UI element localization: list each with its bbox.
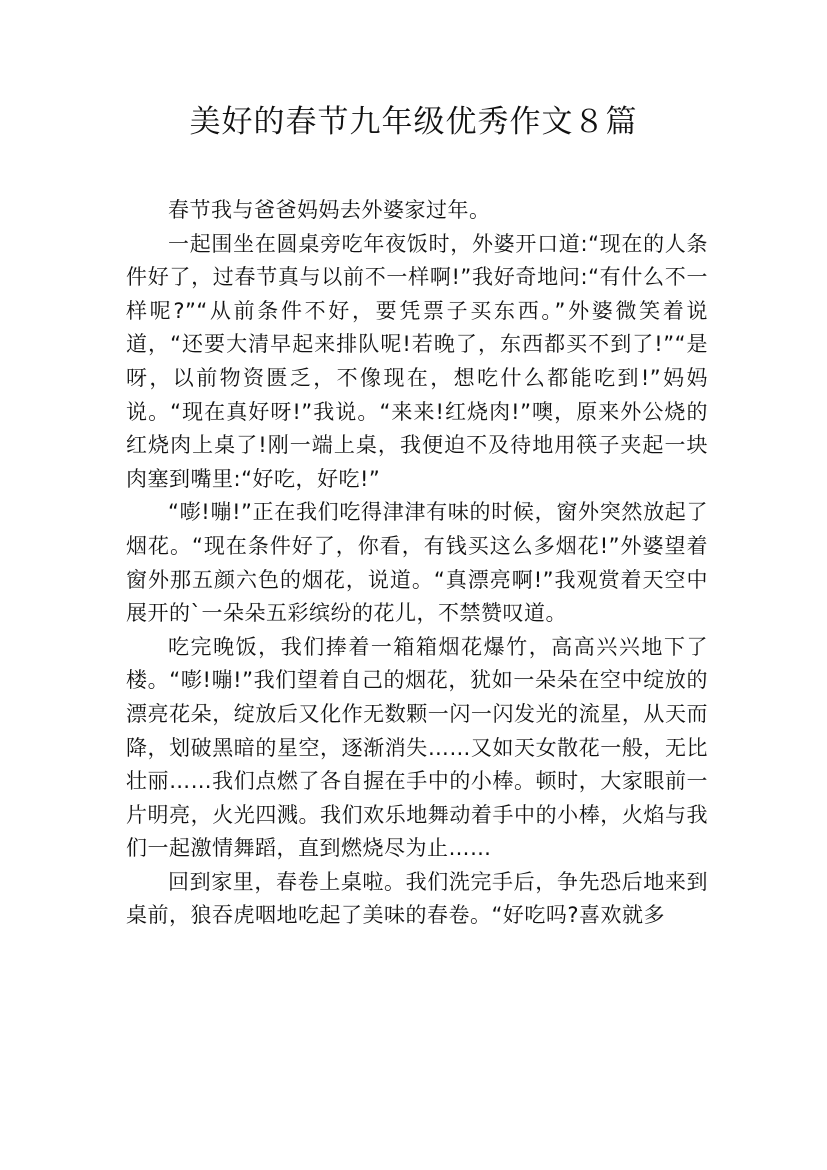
paragraph-1: 春节我与爸爸妈妈去外婆家过年。 <box>168 198 491 222</box>
paragraph-3: “嘭!嘣!”正在我们吃得津津有味的时候，窗外突然放起了烟花。“现在条件好了，你看，有钱买这么多烟花!”外婆望着窗外那五颜六色的烟花，说道。“真漂亮啊!”我观赏着天空中展开的`一朵朵五彩缤纷的花儿，不禁赞叹道。 <box>126 500 708 626</box>
document-title: 美好的春节九年级优秀作文８篇 <box>189 104 638 140</box>
document-body <box>126 194 708 933</box>
paragraph-2: 一起围坐在圆桌旁吃年夜饭时，外婆开口道:“现在的人条件好了，过春节真与以前不一样啊!”我好奇地问:“有什么不一样呢?”“从前条件不好，要凭票子买东西。”外婆微笑着说道，“还要大清早起来排队呢!若晚了，东西都买不到了!”“是呀，以前物资匮乏，不像现在，想吃什么都能吃到!”妈妈说。“现在真好呀!”我说。“来来!红烧肉!”噢，原来外公烧的红烧肉上桌了!刚一端上桌，我便迫不及待地用筷子夹起一块肉塞到嘴里:“好吃，好吃!” <box>126 231 708 491</box>
paragraph-5: 回到家里，春卷上桌啦。我们洗完手后，争先恐后地来到桌前，狼吞虎咽地吃起了美味的春卷。“好吃吗?喜欢就多 <box>126 869 708 928</box>
paragraph-4: 吃完晚饭，我们捧着一箱箱烟花爆竹，高高兴兴地下了楼。“嘭!嘣!”我们望着自己的烟花，犹如一朵朵在空中绽放的漂亮花朵，绽放后又化作无数颗一闪一闪发光的流星，从天而降，划破黑暗的星空，逐渐消失……又如天女散花一般，无比壮丽……我们点燃了各自握在手中的小棒。顿时，大家眼前一片明亮，火光四溅。我们欢乐地舞动着手中的小棒，火焰与我们一起激情舞蹈，直到燃烧尽为止…… <box>126 634 708 861</box>
